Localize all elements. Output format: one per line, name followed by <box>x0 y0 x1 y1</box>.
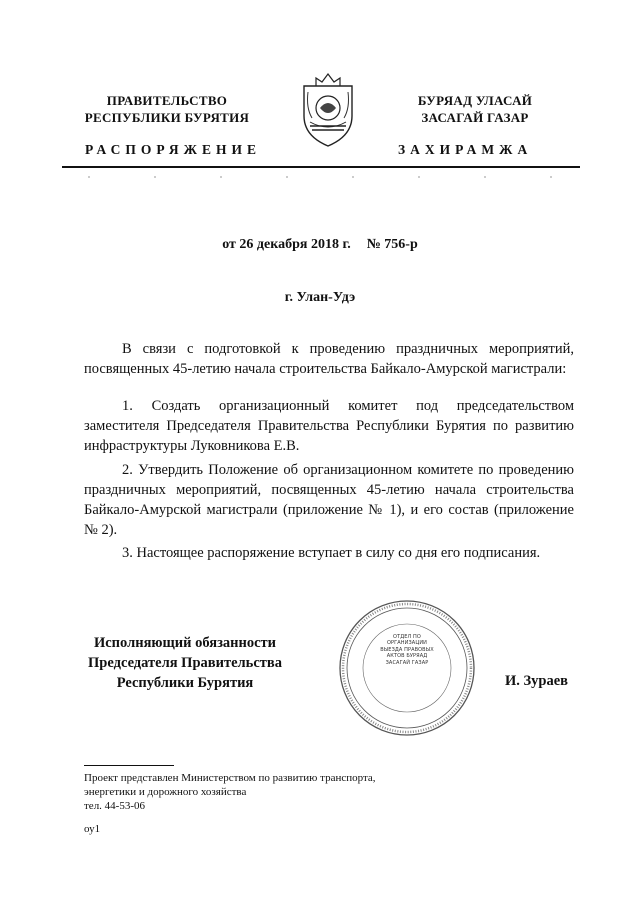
header-dotted-rule <box>62 176 580 178</box>
document-date: от 26 декабря 2018 г. <box>222 237 351 252</box>
footnote-rule <box>84 765 174 766</box>
document-number: № 756-р <box>366 237 418 252</box>
doc-type-buryat: ЗАХИРАМЖА <box>398 142 533 157</box>
footnote-line2: энергетики и дорожного хозяйства <box>84 786 247 798</box>
seal-inscription: ОТДЕЛ ПО ОРГАНИЗАЦИИ ВЫЕЗДА ПРАВОВЫХ АКТОВ БУРЯАД ЗАСАГАЙ ГАЗАР <box>380 634 434 666</box>
signatory-title <box>70 633 300 693</box>
coat-of-arms-emblem <box>296 72 360 148</box>
signatory-name: И. Зураев <box>505 673 569 689</box>
header-right <box>370 92 580 126</box>
date-number-line <box>0 237 640 253</box>
header-right-line1: БУРЯАД УЛАСАЙ <box>417 93 533 108</box>
header-left <box>62 92 272 126</box>
paragraph-item-1: 1. Создать организационный комитет под председательством заместителя Председателя Правительства Республики Бурятия по развитию инфраструктуры Луковникова Е.В. <box>84 398 574 454</box>
footnote <box>84 771 484 813</box>
footnote-line1: Проект представлен Министерством по развитию транспорта, <box>84 772 376 784</box>
paragraph-item-3: 3. Настоящее распоряжение вступает в силу со дня его подписания. <box>122 545 541 561</box>
doc-type-russian: РАСПОРЯЖЕНИЕ <box>85 142 262 157</box>
paragraph-preamble: В связи с подготовкой к проведению праздничных мероприятий, посвященных 45-летию начала строительства Байкало-Амурской магистрали: <box>84 341 574 377</box>
official-seal <box>337 598 477 738</box>
header-right-line2: ЗАСАГАЙ ГАЗАР <box>421 110 529 125</box>
footnote-phone: тел. 44-53-06 <box>84 800 146 812</box>
signatory-title-line3: Республики Бурятия <box>116 675 254 691</box>
header-left-line1: ПРАВИТЕЛЬСТВО <box>106 93 228 108</box>
city: г. Улан-Удэ <box>284 290 356 305</box>
document-code: оу1 <box>84 823 101 835</box>
header-rule <box>62 166 580 168</box>
signatory-title-line2: Председателя Правительства <box>88 655 282 671</box>
signatory-title-line1: Исполняющий обязанности <box>93 635 277 651</box>
header-left-line2: РЕСПУБЛИКИ БУРЯТИЯ <box>84 110 250 125</box>
paragraph-item-2: 2. Утвердить Положение об организационном комитете по проведению праздничных мероприятий, посвященных 45-летию начала строительства Байкало-Амурской магистрали (приложение № 1), и его состав (приложение № 2). <box>84 462 574 538</box>
